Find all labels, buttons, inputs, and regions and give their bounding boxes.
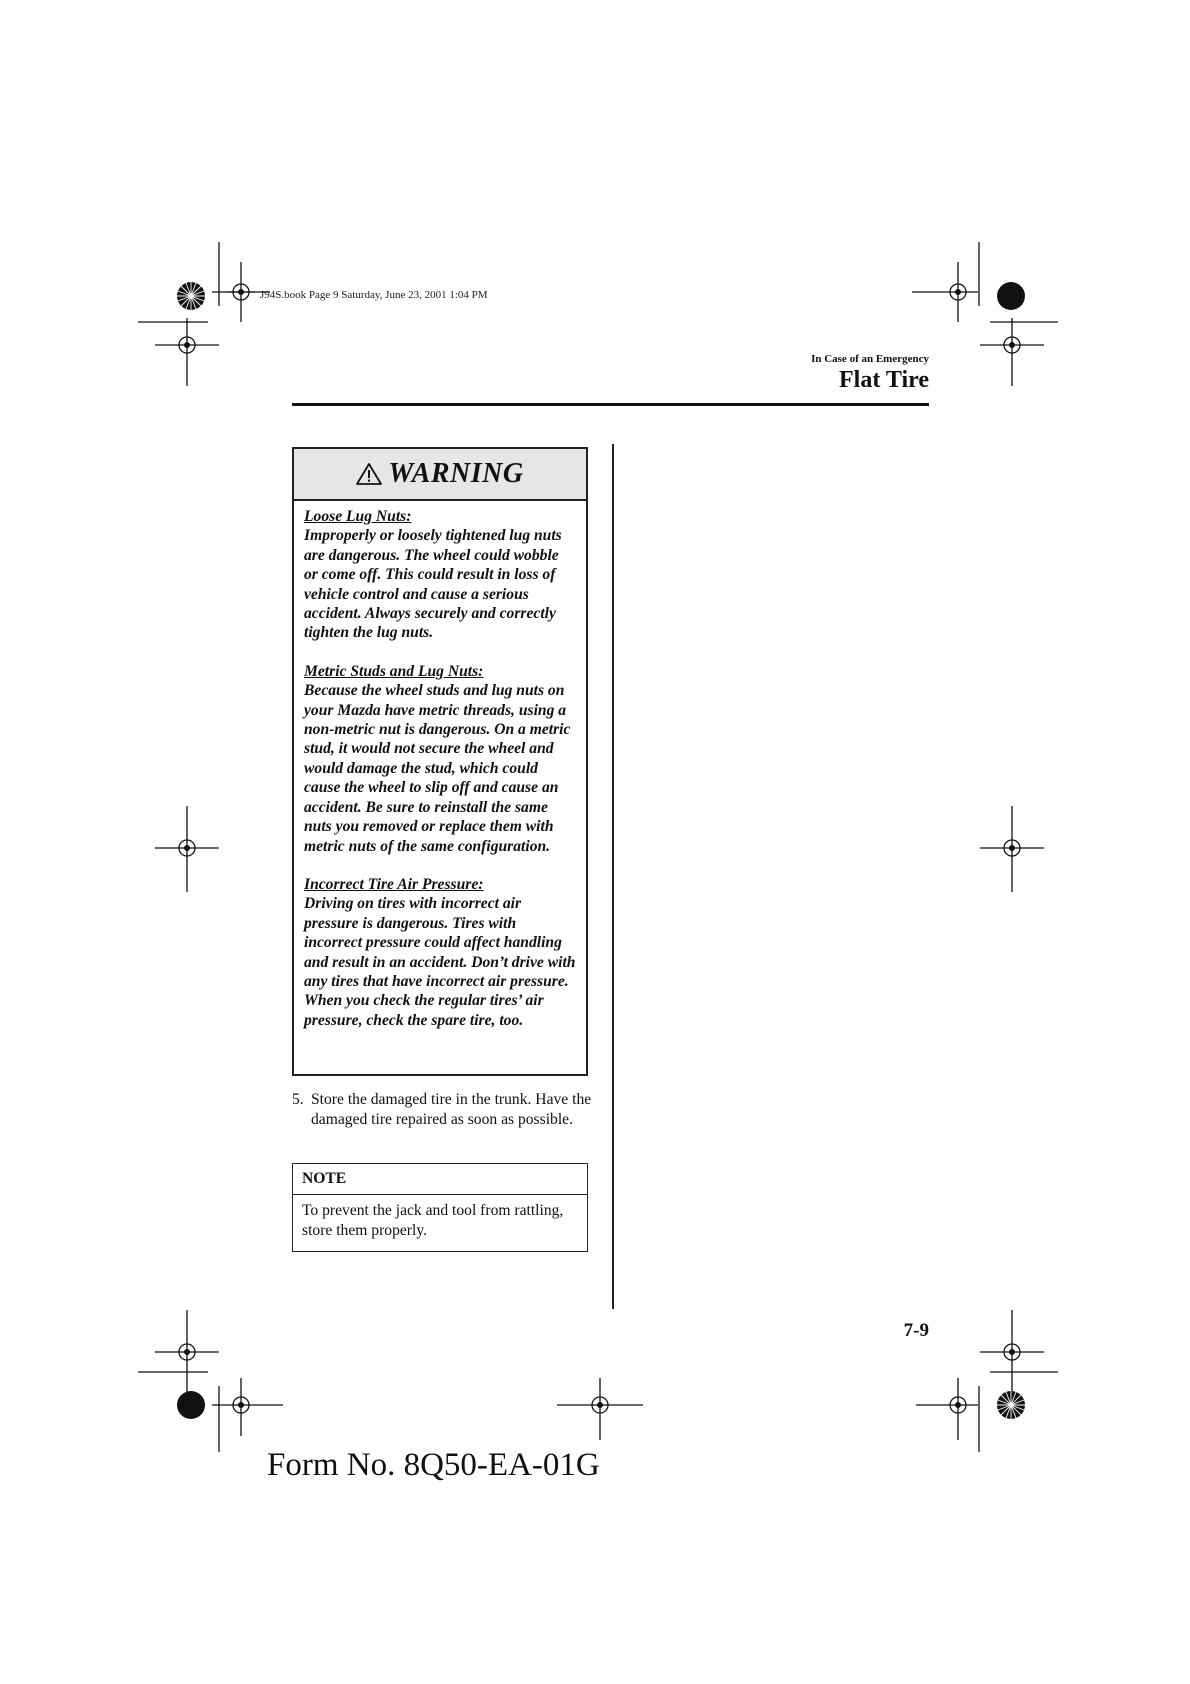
- note-text: To prevent the jack and tool from rattling, store them properly.: [302, 1202, 564, 1239]
- warning-section: [304, 875, 576, 1030]
- section-label: In Case of an Emergency: [811, 353, 929, 365]
- warning-section-heading: Loose Lug Nuts:: [304, 508, 412, 525]
- page-number: 7-9: [903, 1320, 929, 1341]
- warning-body: [294, 501, 586, 1030]
- title-rule: [292, 403, 929, 406]
- warning-header: [294, 449, 586, 501]
- page-title: Flat Tire: [839, 367, 929, 393]
- warning-box: [292, 447, 588, 1076]
- form-number: Form No. 8Q50-EA-01G: [267, 1447, 600, 1483]
- warning-section-text: Improperly or loosely tightened lug nuts are dangerous. The wheel could wobble or come off. This could result in loss of vehicle control and cause a serious accident. Always securely and correctly tighten the lug nuts.: [304, 527, 562, 642]
- print-info: J94S.book Page 9 Saturday, June 23, 2001 1:04 PM: [260, 289, 488, 301]
- note-box: [292, 1163, 588, 1252]
- warning-section-text: Because the wheel studs and lug nuts on your Mazda have metric threads, using a non-metric nut is dangerous. On a metric stud, it would not secure the wheel and would damage the stud, which could cause the wheel to slip off and cause an accident. Be sure to reinstall the same nuts you removed or replace them with metric nuts of the same configuration.: [304, 682, 571, 855]
- warning-section: [304, 507, 576, 643]
- warning-title: WARNING: [388, 458, 524, 489]
- step-item: [292, 1090, 592, 1129]
- warning-section: [304, 662, 576, 856]
- warning-section-heading: Metric Studs and Lug Nuts:: [304, 662, 484, 680]
- warning-triangle-icon: [356, 462, 382, 486]
- warning-section-text: Driving on tires with incorrect air pressure is dangerous. Tires with incorrect pressure could affect handling and result in an accident. Don’t drive with any tires that have incorrect air pressure. When you check the regular tires’ air pressure, check the spare tire, too.: [304, 895, 576, 1029]
- column-divider: [612, 444, 614, 1309]
- step-number: 5.: [292, 1091, 304, 1108]
- warning-section-heading: Incorrect Tire Air Pressure:: [304, 875, 484, 893]
- step-text: Store the damaged tire in the trunk. Have the damaged tire repaired as soon as possible.: [311, 1091, 592, 1128]
- note-title: NOTE: [293, 1164, 587, 1195]
